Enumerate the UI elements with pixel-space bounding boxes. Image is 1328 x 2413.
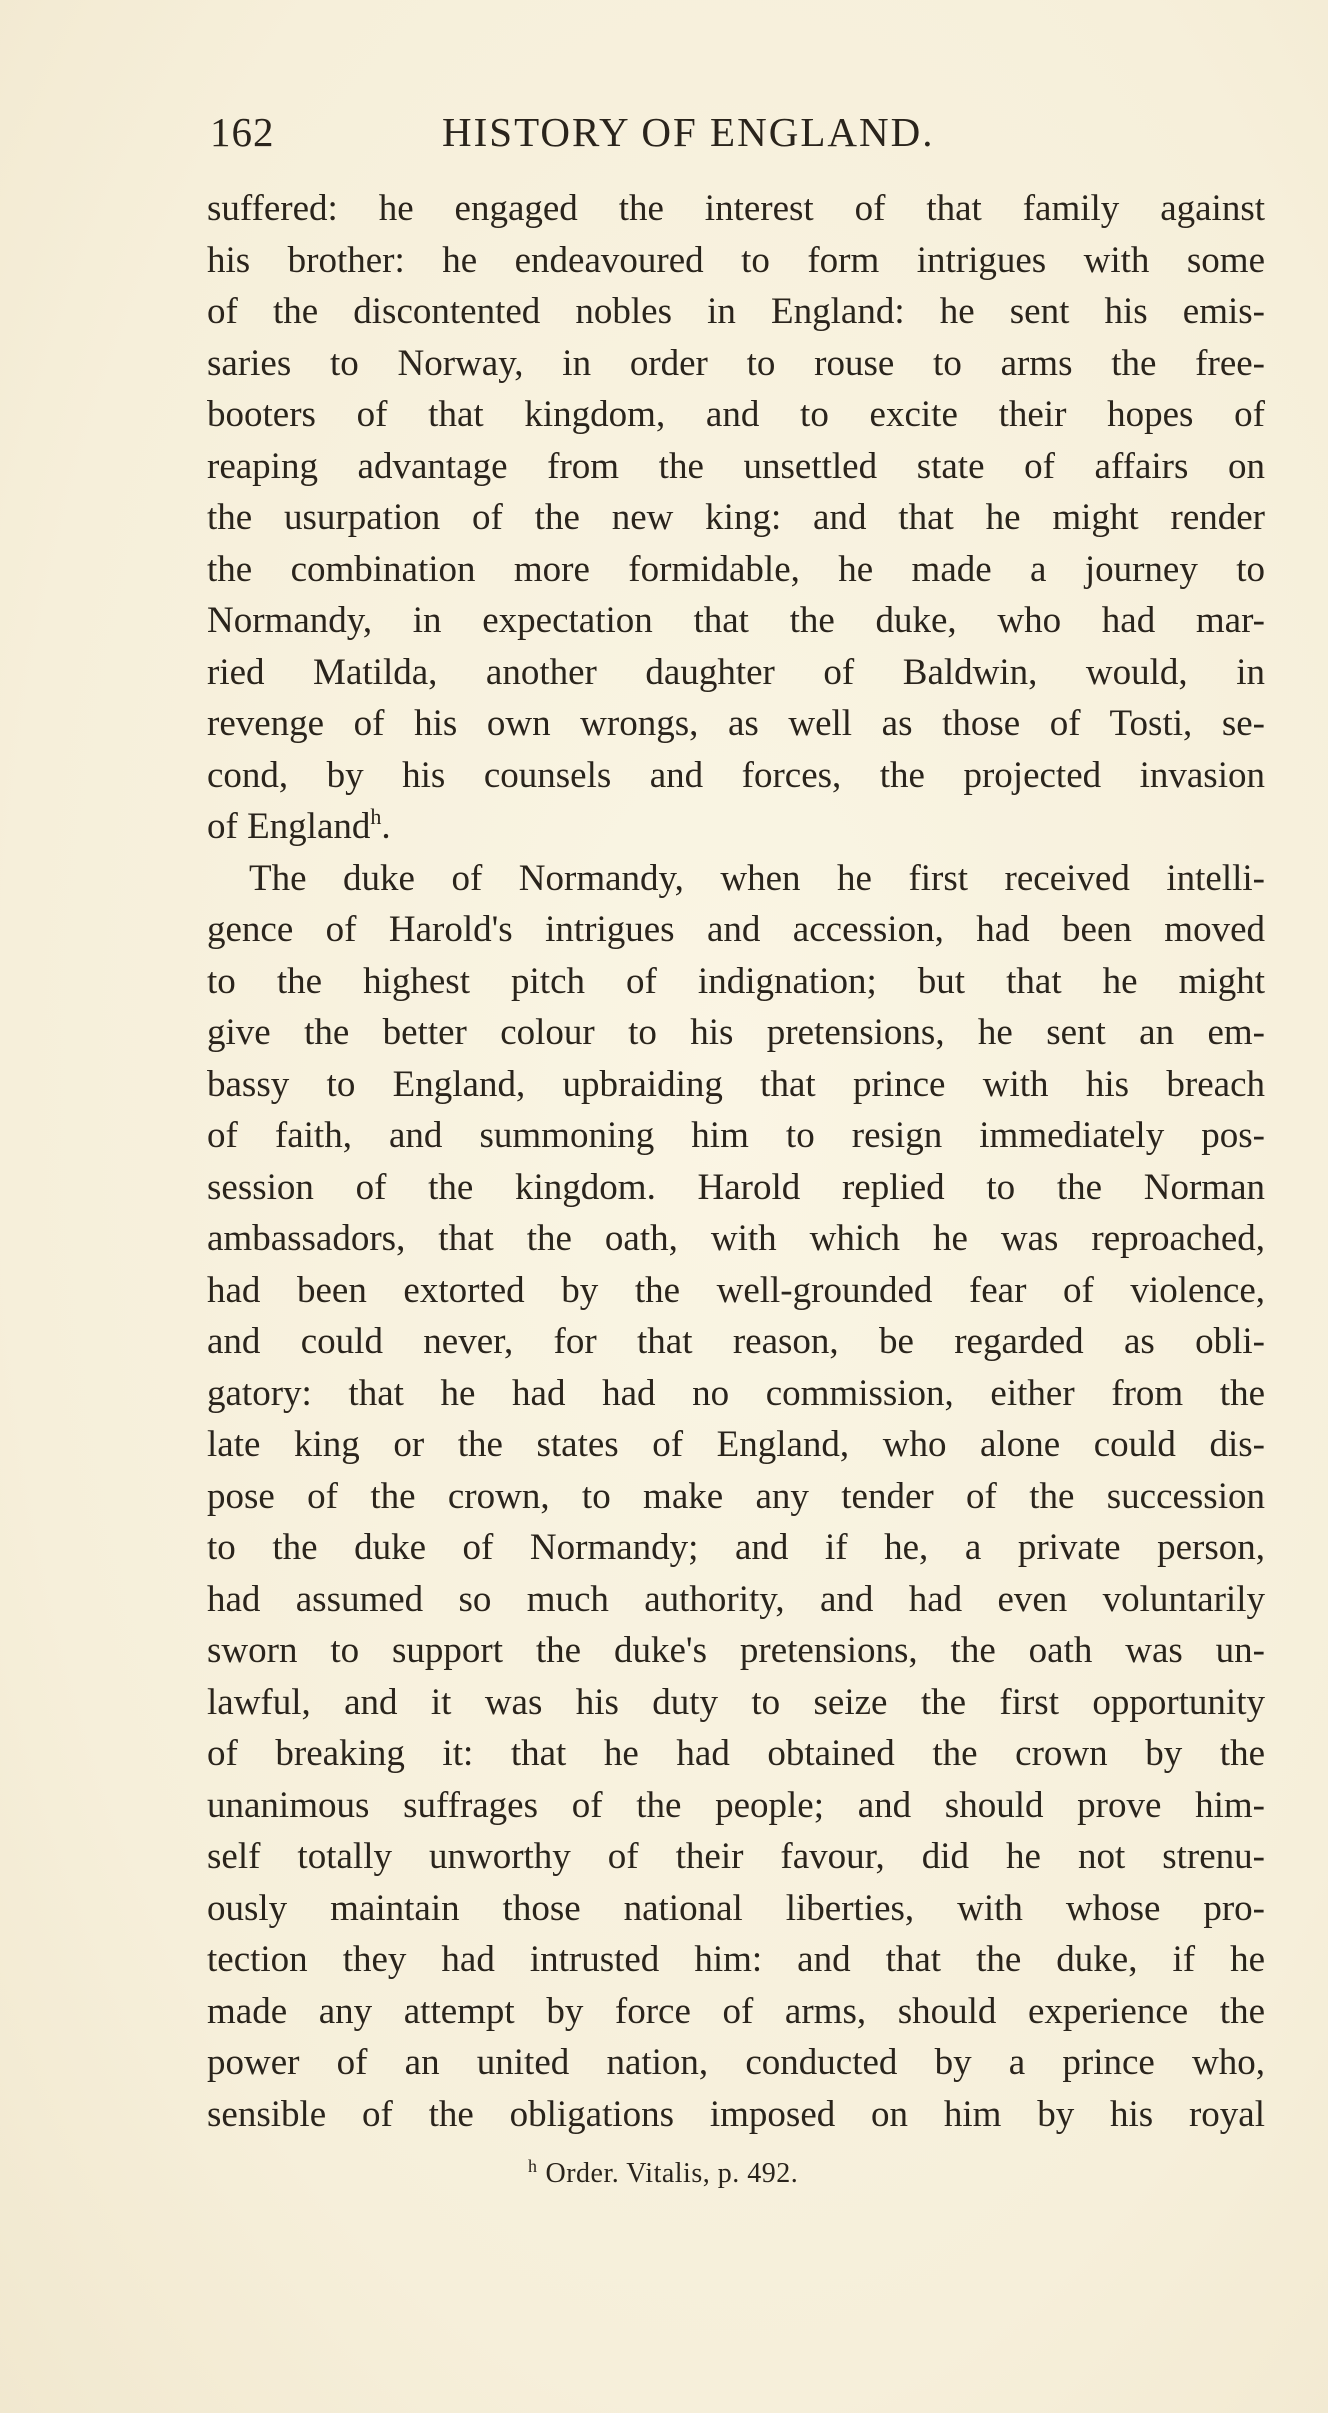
text-line: sworn to support the duke's pretensions, the oath was un- [207, 1630, 1265, 1671]
footnote-reference-period: . [381, 806, 391, 847]
text-line: cond, by his counsels and forces, the projected invasion [207, 754, 1265, 796]
text-line: ried Matilda, another daughter of Baldwin, would, in [207, 651, 1265, 693]
text-line: the usurpation of the new king: and that he might render [207, 497, 1265, 538]
text-line: late king or the states of England, who alone could dis- [207, 1424, 1265, 1465]
text-line: self totally unworthy of their favour, did he not strenu- [207, 1836, 1265, 1877]
text-line: made any attempt by force of arms, should experience the [207, 1990, 1265, 2032]
text-line: had been extorted by the well-grounded fear of violence, [207, 1269, 1265, 1311]
text-line: booters of that kingdom, and to excite their hopes of [207, 394, 1265, 435]
text-line: The duke of Normandy, when he first received intelli- [249, 857, 1265, 899]
text-line: saries to Norway, in order to rouse to arms the free- [207, 342, 1265, 384]
text-line: of breaking it: that he had obtained the crown by the [207, 1733, 1265, 1774]
text-line: the combination more formidable, he made a journey to [207, 548, 1265, 590]
body-text [207, 183, 1265, 2140]
text-line: his brother: he endeavoured to form intrigues with some [207, 239, 1265, 281]
text-line: Normandy, in expectation that the duke, who had mar- [207, 600, 1265, 641]
text-line: to the highest pitch of indignation; but that he might [207, 960, 1265, 1002]
text-line: had assumed so much authority, and had even voluntarily [207, 1578, 1265, 1620]
footnote [528, 2158, 798, 2190]
text-line: ously maintain those national liberties, with whose pro- [207, 1887, 1265, 1929]
text-line: ambassadors, that the oath, with which he was reproached, [207, 1218, 1265, 1259]
text-line: give the better colour to his pretensions, he sent an em- [207, 1012, 1265, 1053]
text-line: of faith, and summoning him to resign immediately pos- [207, 1115, 1265, 1156]
paragraph-end-line [207, 801, 1265, 853]
text-line: and could never, for that reason, be regarded as obli- [207, 1321, 1265, 1362]
text-line: pose of the crown, to make any tender of the succession [207, 1475, 1265, 1517]
footnote-reference[interactable]: h [370, 804, 382, 829]
text-line: suffered: he engaged the interest of that family against [207, 188, 1265, 229]
running-title: HISTORY OF ENGLAND. [442, 109, 935, 155]
text-line: session of the kingdom. Harold replied to the Norman [207, 1166, 1265, 1208]
text-line: of the discontented nobles in England: he sent his emis- [207, 291, 1265, 332]
text-line: lawful, and it was his duty to seize the first opportunity [207, 1681, 1265, 1723]
footnote-text: Order. Vitalis, p. 492. [545, 2158, 799, 2189]
text-line: gence of Harold's intrigues and accession, had been moved [207, 909, 1265, 950]
text-line: to the duke of Normandy; and if he, a private person, [207, 1527, 1265, 1568]
text-line: revenge of his own wrongs, as well as those of Tosti, se- [207, 703, 1265, 744]
text-line: of England [207, 806, 371, 847]
text-line: gatory: that he had had no commission, either from the [207, 1372, 1265, 1414]
text-line: reaping advantage from the unsettled state of affairs on [207, 445, 1265, 487]
text-line: tection they had intrusted him: and that the duke, if he [207, 1939, 1265, 1980]
text-line: unanimous suffrages of the people; and should prove him- [207, 1784, 1265, 1826]
text-line: sensible of the obligations imposed on him by his royal [207, 2093, 1265, 2135]
page-number: 162 [210, 109, 275, 155]
footnote-mark: h [528, 2156, 538, 2176]
page-header [210, 108, 1265, 168]
text-line: bassy to England, upbraiding that prince with his breach [207, 1063, 1265, 1105]
text-line: power of an united nation, conducted by a prince who, [207, 2042, 1265, 2083]
